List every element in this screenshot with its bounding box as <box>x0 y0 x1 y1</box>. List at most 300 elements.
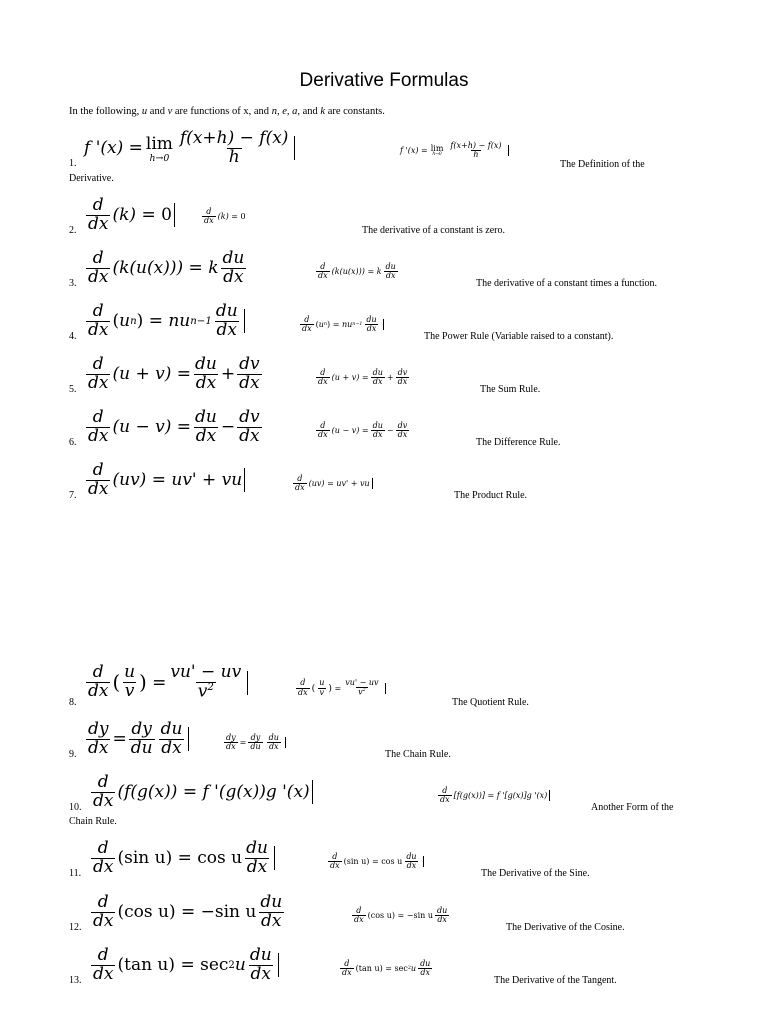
fraction <box>91 774 115 811</box>
math-equals: = <box>176 364 192 385</box>
formula-6-small <box>314 422 411 440</box>
fraction <box>193 356 219 393</box>
cursor-bar <box>312 780 313 804</box>
denominator: dx <box>223 266 244 287</box>
fraction <box>404 853 418 871</box>
denominator: dx <box>437 915 447 925</box>
fraction <box>244 840 270 877</box>
math-term: nu <box>341 320 353 330</box>
intro-text <box>69 106 385 117</box>
formula-4 <box>84 303 245 340</box>
numerator: du <box>222 248 245 268</box>
math-equals: = <box>371 857 379 867</box>
denominator: v <box>124 681 135 702</box>
denominator: dx <box>239 372 260 393</box>
math-term: uv' + vu <box>171 470 243 491</box>
fraction <box>86 409 110 446</box>
cursor-bar <box>372 478 373 489</box>
math-paren-close: ) <box>328 682 332 694</box>
math-exponent: 2 <box>407 966 411 972</box>
math-term: (u − v) <box>331 426 360 436</box>
math-term: f '(g(x))g '(x) <box>202 782 310 803</box>
numerator: du <box>268 733 279 742</box>
cursor-bar <box>508 145 509 156</box>
numerator: dy <box>226 733 236 742</box>
item-10-description-wrap: Chain Rule. <box>69 816 117 827</box>
numerator: dy <box>250 733 261 742</box>
fraction <box>86 197 110 234</box>
intro-constants: n, e, a, <box>271 106 300 117</box>
fraction <box>129 721 155 758</box>
numerator: f(x+h) − f(x) <box>450 141 502 150</box>
item-3-number: 3. <box>69 278 77 289</box>
math-exponent: n−1 <box>190 315 212 327</box>
math-term: f '(x) <box>84 138 124 159</box>
math-term: −sin u <box>406 911 433 921</box>
item-3-description: The derivative of a constant times a function. <box>476 278 658 289</box>
numerator: d <box>356 906 362 915</box>
item-8-number: 8. <box>69 697 77 708</box>
math-term: (k(u(x))) <box>331 267 365 277</box>
math-term: u <box>318 320 324 330</box>
math-exponent: 2 <box>362 688 366 694</box>
fraction <box>340 960 354 978</box>
fraction <box>371 369 385 387</box>
page-title: Derivative Formulas <box>299 70 469 91</box>
fraction <box>267 734 281 752</box>
fraction <box>364 316 378 334</box>
numerator: d <box>320 262 326 271</box>
fraction <box>293 475 307 493</box>
denominator: dx <box>420 968 431 978</box>
item-11-number: 11. <box>69 868 82 879</box>
item-12-description: The Derivative of the Cosine. <box>506 922 625 933</box>
fraction <box>237 356 262 393</box>
math-term: k <box>208 258 219 279</box>
numerator: dy <box>131 719 152 739</box>
math-equals: = <box>332 320 340 330</box>
math-paren-close: ) <box>139 671 147 695</box>
denominator: dx <box>261 910 282 931</box>
intro-pre: In the following, <box>69 106 142 117</box>
denominator: dx <box>268 742 279 752</box>
formula-12 <box>89 894 286 931</box>
numerator: du <box>260 892 283 912</box>
math-equals: = <box>148 311 163 332</box>
numerator: d <box>442 786 448 795</box>
fraction <box>91 840 115 877</box>
cursor-bar <box>247 671 248 695</box>
fraction <box>448 142 503 160</box>
math-equals: = <box>334 683 342 693</box>
math-term: −sin u <box>200 902 257 923</box>
cursor-bar <box>244 309 245 333</box>
intro-k: k <box>320 106 326 117</box>
numerator: u <box>319 678 325 688</box>
fraction <box>316 263 330 281</box>
intro-v: v <box>167 106 173 117</box>
formula-9-small <box>222 734 286 752</box>
math-term: cos u <box>381 857 403 867</box>
formula-8 <box>84 664 248 701</box>
intro-post: are constants. <box>325 106 385 117</box>
math-equals: = <box>182 782 198 803</box>
numerator: d <box>97 838 109 858</box>
denominator: v <box>319 687 325 697</box>
cursor-bar <box>174 203 175 227</box>
item-6-number: 6. <box>69 437 77 448</box>
numerator: d <box>332 852 338 861</box>
fraction <box>435 907 449 925</box>
cursor-bar <box>244 468 245 492</box>
cursor-bar <box>285 737 286 748</box>
fraction <box>86 664 110 701</box>
math-paren-open: ( <box>112 671 121 695</box>
math-term: v <box>197 681 208 702</box>
math-term: f '[g(x)]g '(x) <box>496 791 548 801</box>
fraction <box>221 250 247 287</box>
denominator: dx <box>354 915 364 925</box>
formula-5-small <box>314 369 411 387</box>
denominator: dx <box>88 266 109 287</box>
fraction <box>86 462 110 499</box>
denominator: dx <box>93 963 114 984</box>
numerator: du <box>420 959 431 968</box>
numerator: d <box>92 662 104 683</box>
math-equals: = <box>327 479 334 489</box>
fraction <box>317 679 326 697</box>
math-minus: − <box>386 426 394 436</box>
math-equals: = <box>180 955 195 976</box>
denominator: h <box>228 146 240 167</box>
math-equals: = <box>112 729 127 750</box>
numerator: dv <box>239 407 260 427</box>
numerator: du <box>215 301 238 321</box>
formula-1 <box>84 130 295 167</box>
numerator: d <box>92 407 104 427</box>
fraction <box>91 894 115 931</box>
math-equals: = <box>181 902 196 923</box>
fraction <box>248 947 274 984</box>
math-term: (cos u) <box>117 902 176 923</box>
numerator: du <box>437 906 448 915</box>
math-term: (cos u) <box>367 911 395 921</box>
math-term: u <box>119 311 131 332</box>
fraction <box>237 409 262 446</box>
denominator: dx <box>246 856 268 877</box>
math-paren-open: ( <box>112 311 120 332</box>
fraction <box>178 130 291 167</box>
denominator: dx <box>88 213 109 234</box>
denominator: dx <box>204 216 214 226</box>
fraction <box>316 369 330 387</box>
math-term: nu <box>168 311 191 332</box>
denominator <box>196 682 216 702</box>
formula-7-small <box>291 475 373 493</box>
math-term: (tan u) <box>355 964 383 974</box>
denominator: dx <box>216 319 237 340</box>
fraction <box>371 422 385 440</box>
math-term: (k) <box>217 212 229 222</box>
math-term: k <box>376 267 382 277</box>
numerator: d <box>300 678 306 688</box>
fraction <box>248 734 262 752</box>
math-equals: = <box>231 212 238 222</box>
formula-3 <box>84 250 248 287</box>
formula-1-small <box>400 142 509 160</box>
limit-text: lim <box>145 133 173 154</box>
item-7-number: 7. <box>69 490 77 501</box>
math-exponent: 2 <box>207 681 214 693</box>
math-term: (uv) <box>308 479 325 489</box>
item-1-number: 1. <box>69 158 77 169</box>
denominator <box>356 687 368 697</box>
math-term: sec <box>200 955 229 976</box>
denominator: dx <box>88 319 109 340</box>
numerator: vu' − uv <box>170 662 242 682</box>
formula-12-small <box>350 907 451 925</box>
math-equals: = <box>367 267 375 277</box>
math-term: v <box>358 688 363 698</box>
formula-2-small <box>200 208 246 226</box>
intro-mid: are functions of x, and <box>172 106 272 117</box>
cursor-bar <box>549 790 550 801</box>
formula-6 <box>84 409 264 446</box>
numerator: f(x+h) − f(x) <box>179 128 289 148</box>
item-10-number: 10. <box>69 802 82 813</box>
intro-u: u <box>141 106 148 117</box>
denominator: dx <box>195 425 217 446</box>
math-paren-open: ( <box>311 682 316 694</box>
numerator: d <box>206 207 212 216</box>
numerator: dv <box>397 368 408 377</box>
denominator: dx <box>88 372 109 393</box>
fraction <box>91 947 115 984</box>
math-equals: = <box>385 964 392 974</box>
denominator: dx <box>406 861 417 871</box>
fraction <box>86 721 111 758</box>
intro-and: and <box>147 106 168 117</box>
denominator: dx <box>88 478 109 499</box>
math-term: (sin u) <box>117 848 173 869</box>
item-5-number: 5. <box>69 384 77 395</box>
math-term: cos u <box>197 848 243 869</box>
item-13-number: 13. <box>69 975 82 986</box>
math-term: (u − v) <box>112 417 172 438</box>
cursor-bar <box>423 856 424 867</box>
denominator: dx <box>93 910 114 931</box>
item-4-description: The Power Rule (Variable raised to a constant). <box>424 331 614 342</box>
fraction <box>316 422 330 440</box>
item-7-description: The Product Rule. <box>454 490 528 501</box>
formula-10 <box>89 774 313 811</box>
formula-13 <box>89 947 279 984</box>
math-term: 0 <box>161 205 172 226</box>
denominator: du <box>250 742 261 752</box>
numerator: d <box>297 474 303 483</box>
formula-3-small <box>314 263 400 281</box>
numerator: d <box>304 315 310 324</box>
math-equals: = <box>177 848 192 869</box>
fraction <box>202 208 216 226</box>
denominator: dx <box>342 968 352 978</box>
item-11-description: The Derivative of the Sine. <box>481 868 590 879</box>
fraction <box>300 316 314 334</box>
math-term: (u + v) <box>331 373 360 383</box>
math-minus: − <box>220 417 236 438</box>
fraction <box>328 853 342 871</box>
denominator: dx <box>88 737 109 758</box>
math-term: (tan u) <box>117 955 176 976</box>
formula-5 <box>84 356 264 393</box>
math-equals: = <box>128 138 143 159</box>
denominator: dx <box>318 377 328 387</box>
denominator: dx <box>372 430 383 440</box>
item-1-description: The Definition of the <box>560 159 645 170</box>
limit <box>146 134 173 163</box>
math-equals: = <box>176 417 192 438</box>
math-term: (k) <box>112 205 137 226</box>
formula-10-small <box>436 787 550 805</box>
denominator: dx <box>372 377 383 387</box>
fraction <box>384 263 398 281</box>
cursor-bar <box>278 953 279 977</box>
denominator: dx <box>440 795 450 805</box>
limit-subscript: h→0 <box>432 152 442 158</box>
fraction <box>214 303 240 340</box>
fraction <box>224 734 238 752</box>
fraction <box>343 679 380 697</box>
item-2-number: 2. <box>69 225 77 236</box>
math-term: sec <box>394 964 408 974</box>
denominator: dx <box>226 742 236 752</box>
math-term: (sin u) <box>343 857 370 867</box>
intro-and-2: and <box>299 106 321 117</box>
fraction <box>396 369 410 387</box>
numerator: dv <box>397 421 408 430</box>
numerator: d <box>320 368 326 377</box>
numerator: du <box>195 354 217 374</box>
numerator: du <box>406 852 417 861</box>
numerator: d <box>92 354 104 374</box>
numerator: d <box>320 421 326 430</box>
math-equals: = <box>361 373 369 383</box>
formula-8-small <box>294 679 386 697</box>
denominator: dx <box>295 483 305 493</box>
numerator: du <box>160 719 183 739</box>
denominator: dx <box>298 687 308 697</box>
numerator: du <box>195 407 217 427</box>
math-term: (uv) <box>112 470 147 491</box>
fraction <box>86 250 110 287</box>
numerator: d <box>92 248 104 268</box>
fraction <box>159 721 185 758</box>
denominator: dx <box>239 425 260 446</box>
fraction <box>258 894 284 931</box>
fraction <box>438 787 452 805</box>
numerator: d <box>97 772 109 792</box>
denominator: dx <box>385 271 396 281</box>
denominator: dx <box>318 430 328 440</box>
item-9-description: The Chain Rule. <box>385 749 451 760</box>
formula-11-small <box>326 853 424 871</box>
numerator: du <box>372 368 383 377</box>
cursor-bar <box>383 319 384 330</box>
limit-subscript: h→0 <box>149 152 170 164</box>
math-equals: = <box>361 426 369 436</box>
numerator: u <box>124 662 136 683</box>
fraction <box>86 356 110 393</box>
limit-text: lim <box>430 144 444 154</box>
denominator: dx <box>318 271 328 281</box>
math-term: (k(u(x))) <box>112 258 184 279</box>
math-equals: = <box>421 146 428 156</box>
math-term: 0 <box>240 212 246 222</box>
math-equals: = <box>152 672 167 693</box>
fraction <box>296 679 310 697</box>
denominator: dx <box>93 790 114 811</box>
item-9-number: 9. <box>69 749 77 760</box>
item-12-number: 12. <box>69 922 82 933</box>
math-term: (f(g(x)) <box>117 782 178 803</box>
formula-7 <box>84 462 245 499</box>
denominator: dx <box>366 324 377 334</box>
math-equals: = <box>188 258 203 279</box>
formula-4-small <box>298 316 384 334</box>
math-paren-close: ) <box>136 311 144 332</box>
denominator: du <box>130 737 153 758</box>
fraction <box>396 422 410 440</box>
fraction <box>193 409 219 446</box>
denominator: dx <box>397 430 408 440</box>
denominator: dx <box>302 324 312 334</box>
numerator: d <box>97 892 109 912</box>
cursor-bar <box>274 846 275 870</box>
denominator: dx <box>161 737 182 758</box>
denominator: dx <box>195 372 217 393</box>
math-equals: = <box>487 791 495 801</box>
item-2-description: The derivative of a constant is zero. <box>362 225 505 236</box>
math-term: uv' + vu <box>336 479 370 489</box>
math-equals: = <box>151 470 166 491</box>
fraction <box>122 664 137 701</box>
fraction <box>418 960 432 978</box>
denominator: h <box>473 150 479 160</box>
denominator: dx <box>93 856 114 877</box>
numerator: d <box>92 195 104 215</box>
math-paren-close: ) <box>327 320 331 330</box>
math-term: f '(x) <box>400 146 419 156</box>
math-term: (u + v) <box>112 364 172 385</box>
fraction <box>86 303 110 340</box>
math-term: u <box>234 955 246 976</box>
limit <box>431 144 444 157</box>
denominator: dx <box>250 963 271 984</box>
math-exponent: n−1 <box>352 322 363 328</box>
math-exponent: n <box>130 315 137 327</box>
item-1-description-wrap: Derivative. <box>69 173 114 184</box>
fraction <box>352 907 366 925</box>
item-4-number: 4. <box>69 331 77 342</box>
numerator: d <box>92 460 104 480</box>
numerator: d <box>92 301 104 321</box>
math-term: [f(g(x))] <box>453 791 485 801</box>
numerator: du <box>366 315 377 324</box>
numerator: dv <box>239 354 260 374</box>
cursor-bar <box>188 727 189 751</box>
math-exponent: n <box>323 322 328 328</box>
fraction <box>168 664 243 701</box>
